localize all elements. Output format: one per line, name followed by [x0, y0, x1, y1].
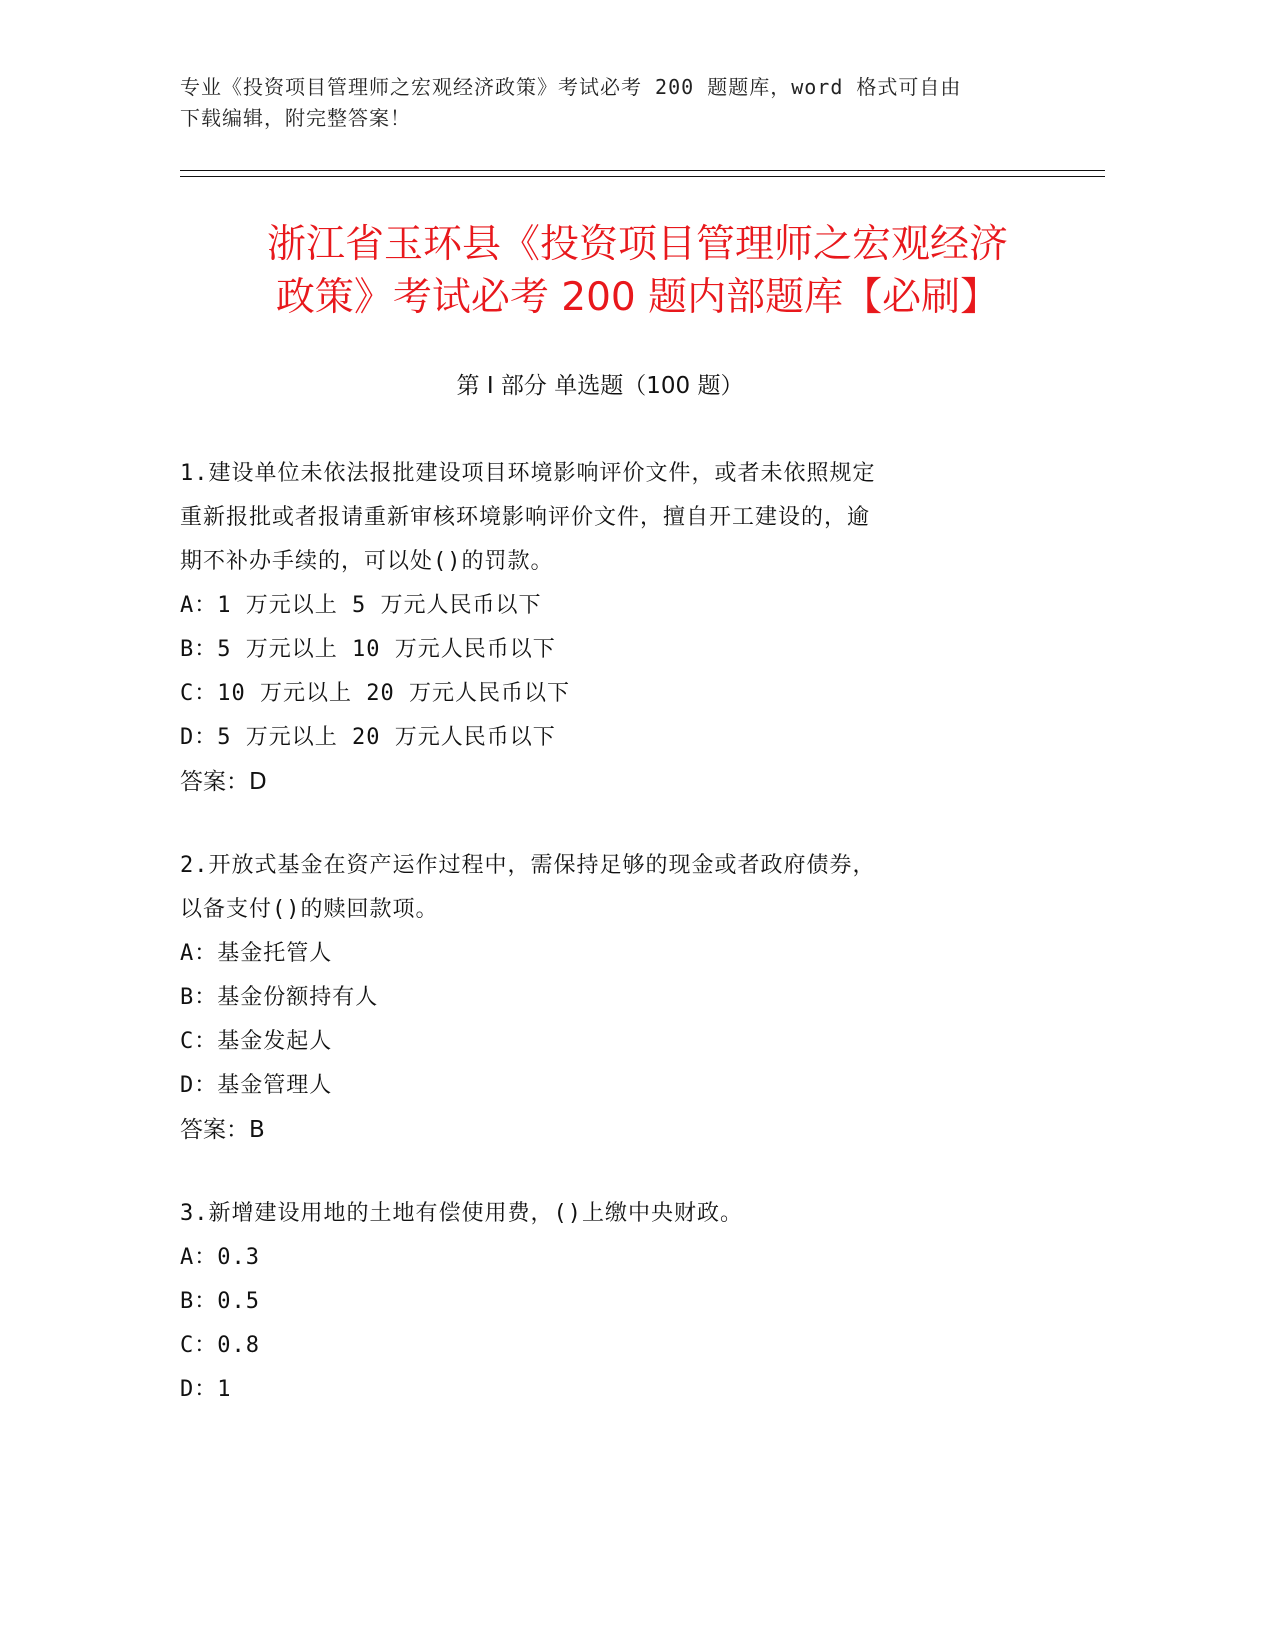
document-header-note: [180, 72, 1060, 134]
question-3: [180, 1192, 1030, 1412]
option-c: C：10 万元以上 20 万元人民币以下: [180, 681, 570, 706]
header-note-line-2: 下载编辑，附完整答案！: [180, 106, 411, 130]
option-d: D：1: [180, 1377, 232, 1402]
option-b: B：0.5: [180, 1289, 260, 1314]
header-divider-top: [180, 170, 1105, 171]
option-c: C：基金发起人: [180, 1029, 333, 1054]
option-a: A：1 万元以上 5 万元人民币以下: [180, 593, 542, 618]
header-divider-bottom: [180, 176, 1105, 177]
question-stem-line: 以备支付()的赎回款项。: [180, 897, 439, 922]
question-stem-line: 1.建设单位未依法报批建设项目环境影响评价文件，或者未依照规定: [180, 461, 876, 486]
answer-line: 答案：D: [180, 769, 267, 795]
question-list: [180, 452, 1030, 1452]
option-c: C：0.8: [180, 1333, 260, 1358]
document-title-line-1: 浙江省玉环县《投资项目管理师之宏观经济: [266, 222, 1008, 267]
option-b: B：基金份额持有人: [180, 985, 379, 1010]
document-title: [150, 218, 1125, 324]
header-note-line-1: 专业《投资项目管理师之宏观经济政策》考试必考 200 题题库，word 格式可自由: [180, 75, 962, 99]
option-a: A：基金托管人: [180, 941, 333, 966]
question-2: [180, 844, 1030, 1152]
question-stem-line: 3.新增建设用地的土地有偿使用费，()上缴中央财政。: [180, 1201, 743, 1226]
question-stem-line: 期不补办手续的，可以处()的罚款。: [180, 549, 554, 574]
document-title-line-2: 政策》考试必考 200 题内部题库【必刷】: [275, 275, 1000, 320]
section-heading: 第 I 部分 单选题（100 题）: [456, 373, 744, 399]
option-d: D：5 万元以上 20 万元人民币以下: [180, 725, 556, 750]
question-1: [180, 452, 1030, 804]
answer-line: 答案：B: [180, 1117, 265, 1143]
option-b: B：5 万元以上 10 万元人民币以下: [180, 637, 556, 662]
option-a: A：0.3: [180, 1245, 260, 1270]
option-d: D：基金管理人: [180, 1073, 333, 1098]
question-stem-line: 2.开放式基金在资产运作过程中，需保持足够的现金或者政府债券，: [180, 853, 876, 878]
question-stem-line: 重新报批或者报请重新审核环境影响评价文件，擅自开工建设的，逾: [180, 505, 871, 530]
